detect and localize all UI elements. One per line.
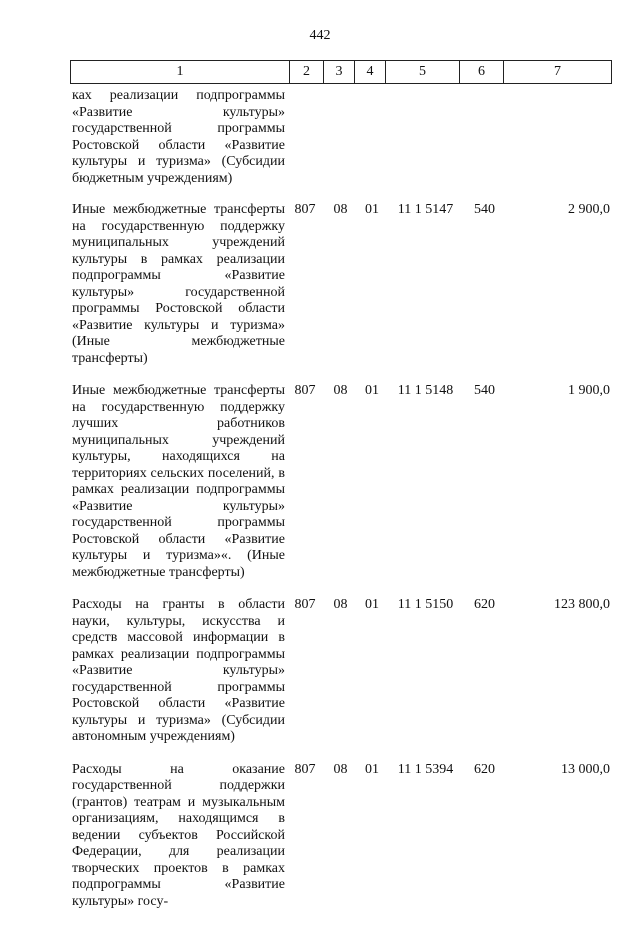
- row-cell-4: 01: [365, 202, 379, 217]
- row-cell-6: 620: [474, 761, 495, 777]
- row-description: Иные межбюджетные трансферты на государственную поддержку лучших работников муниципальных учреждений культуры, находящихся на территориях сельских поселений, в рамках реализации подпрограммы «Развитие культуры» государственной программы Ростовской области «Развитие культуры и туризма»«. (Иные межбюджетные трансферты): [72, 383, 285, 580]
- table-body: [72, 88, 612, 926]
- row-cell-3: 08: [333, 761, 348, 777]
- header-col-6: 6: [459, 61, 503, 83]
- header-col-7: 7: [503, 61, 611, 83]
- row-description: ках реализации подпрограммы «Развитие культуры» государственной программы Ростовской области «Развитие культуры и туризма» (Субсидии бюджетным учреждениям): [72, 88, 285, 186]
- row-cell-3: 08: [333, 202, 348, 217]
- row-cell-2: 807: [294, 383, 316, 398]
- row-cell-2: 807: [294, 761, 316, 777]
- row-cell-7: 2 900,0: [568, 202, 610, 217]
- row-cell-4: 01: [365, 761, 379, 777]
- table-header: [70, 60, 612, 84]
- row-cell-7: 123 800,0: [554, 597, 610, 612]
- header-col-3: 3: [323, 61, 354, 83]
- row-cell-7: 1 900,0: [568, 383, 610, 398]
- table-row: [72, 88, 612, 187]
- row-cell-2: 807: [294, 202, 316, 217]
- table-row: [72, 383, 612, 581]
- row-cell-6: 540: [474, 202, 495, 217]
- header-col-1: 1: [176, 64, 184, 79]
- row-description: Расходы на гранты в области науки, культуры, искусства и средств массовой информации в рамках реализации подпрограммы «Развитие культуры» государственной программы Ростовской области «Развитие культуры и туризма» (Субсидии автономным учреждениям): [72, 597, 285, 744]
- row-cell-7: 13 000,0: [561, 761, 610, 777]
- row-cell-4: 01: [365, 597, 379, 612]
- header-col-4: 4: [354, 61, 385, 83]
- row-cell-3: 08: [333, 383, 348, 398]
- row-description: Расходы на оказание государственной поддержки (грантов) театрам и музыкальным организациям, находящимся в ведении субъектов Российской Федерации, для реализации творческих проектов в рамках подпрограммы «Развитие культуры» госу-: [72, 761, 285, 909]
- row-cell-3: 08: [333, 597, 348, 612]
- row-cell-4: 01: [365, 383, 379, 398]
- row-cell-6: 620: [474, 597, 495, 612]
- row-description: Иные межбюджетные трансферты на государственную поддержку муниципальных учреждений культуры в рамках реализации подпрограммы «Развитие культуры» государственной программы Ростовской области «Развитие культуры и туризма» (Иные межбюджетные трансферты): [72, 202, 285, 366]
- row-cell-5: 11 1 5148: [397, 383, 454, 398]
- table-row: [72, 597, 612, 746]
- row-cell-6: 540: [474, 383, 495, 398]
- header-col-5: 5: [385, 61, 459, 83]
- row-cell-5: 11 1 5394: [397, 761, 454, 777]
- table-row: [72, 202, 612, 367]
- row-cell-5: 11 1 5150: [397, 597, 454, 612]
- table-row: [72, 762, 612, 911]
- row-cell-5: 11 1 5147: [397, 202, 454, 217]
- header-col-2: 2: [289, 61, 323, 83]
- page-number: 442: [309, 28, 331, 43]
- row-cell-2: 807: [294, 597, 316, 612]
